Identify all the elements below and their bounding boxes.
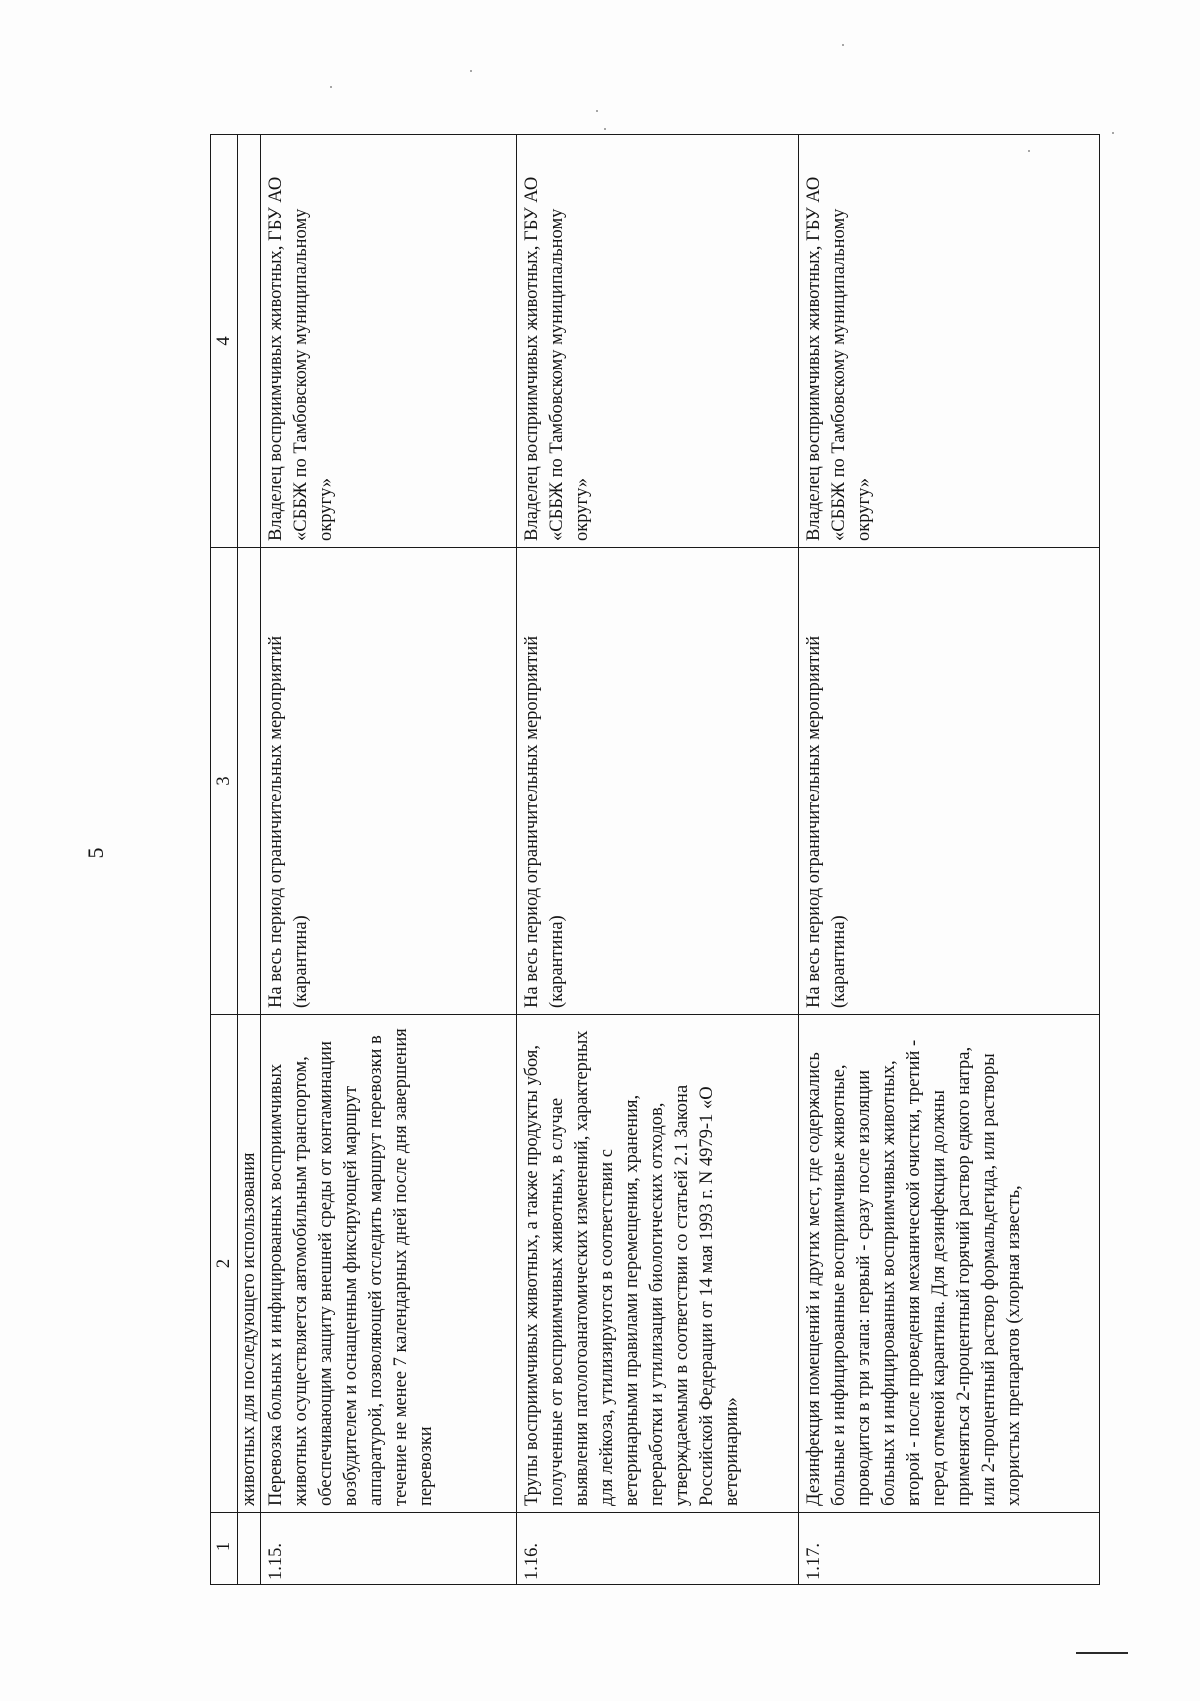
table-header-row bbox=[211, 135, 238, 1585]
continuation-text: животных для последующего использования bbox=[238, 1015, 261, 1513]
continuation-responsible-cell bbox=[238, 135, 261, 548]
table-row bbox=[517, 135, 799, 1585]
row-period: На весь период ограничительных мероприятий (карантина) bbox=[799, 548, 1100, 1015]
row-period: На весь период ограничительных мероприятий (карантина) bbox=[261, 548, 517, 1015]
continuation-row bbox=[238, 135, 261, 1585]
row-number: 1.16. bbox=[517, 1513, 799, 1585]
scan-speck bbox=[1112, 132, 1114, 134]
row-responsible: Владелец восприимчивых животных, ГБУ АО «СББЖ по Тамбовскому муниципальному округу» bbox=[517, 135, 799, 548]
page-number: 5 bbox=[83, 847, 108, 859]
scan-line-mark bbox=[1076, 1652, 1128, 1654]
header-col-1: 1 bbox=[211, 1513, 238, 1585]
row-number: 1.15. bbox=[261, 1513, 517, 1585]
row-number: 1.17. bbox=[799, 1513, 1100, 1585]
rotated-table-container bbox=[210, 135, 1100, 1585]
header-col-2: 2 bbox=[211, 1015, 238, 1513]
scan-speck bbox=[470, 70, 472, 72]
row-responsible: Владелец восприимчивых животных, ГБУ АО «СББЖ по Тамбовскому муниципальному округу» bbox=[261, 135, 517, 548]
scan-speck bbox=[842, 44, 844, 46]
scan-speck bbox=[1028, 150, 1030, 152]
continuation-period-cell bbox=[238, 548, 261, 1015]
row-measure: Дезинфекция помещений и других мест, где содержались больные и инфицированные восприимчивые животные, проводится в три этапа: первый - сразу после изоляции больных и инфицированных восприимчивых животных, второй - после проведения механической очистки, третий - перед отменой карантина. Для дезинфекции должны применяться 2-процентный горячий раствор едкого натра, или 2-процентный раствор формальдегида, или растворы хлористых препаратов (хлорная известь, bbox=[799, 1015, 1100, 1513]
row-responsible: Владелец восприимчивых животных, ГБУ АО «СББЖ по Тамбовскому муниципальному округу» bbox=[799, 135, 1100, 548]
scan-speck bbox=[604, 128, 606, 130]
table-row bbox=[261, 135, 517, 1585]
row-period: На весь период ограничительных мероприятий (карантина) bbox=[517, 548, 799, 1015]
header-col-3: 3 bbox=[211, 548, 238, 1015]
continuation-num-cell bbox=[238, 1513, 261, 1585]
row-measure: Трупы восприимчивых животных, а также продукты убоя, полученные от восприимчивых животных, в случае выявления патологоанатомических изменений, характерных для лейкоза, утилизируются в соответствии с ветеринарными правилами перемещения, хранения, переработки и утилизации биологических отходов, утверждаемыми в соответствии со статьей 2.1 Закона Российской Федерации от 14 мая 1993 г. N 4979-1 «О ветеринарии» bbox=[517, 1015, 799, 1513]
table-row bbox=[799, 135, 1100, 1585]
row-measure: Перевозка больных и инфицированных восприимчивых животных осуществляется автомобильным транспортом, обеспечивающим защиту внешней среды от контаминации возбудителем и оснащенным фиксирующей маршрут аппаратурой, позволяющей отследить маршрут перевозки в течение не менее 7 календарных дней после дня завершения перевозки bbox=[261, 1015, 517, 1513]
measures-table bbox=[210, 134, 1100, 1585]
header-col-4: 4 bbox=[211, 135, 238, 548]
scan-speck bbox=[596, 110, 598, 112]
scan-speck bbox=[330, 86, 332, 88]
